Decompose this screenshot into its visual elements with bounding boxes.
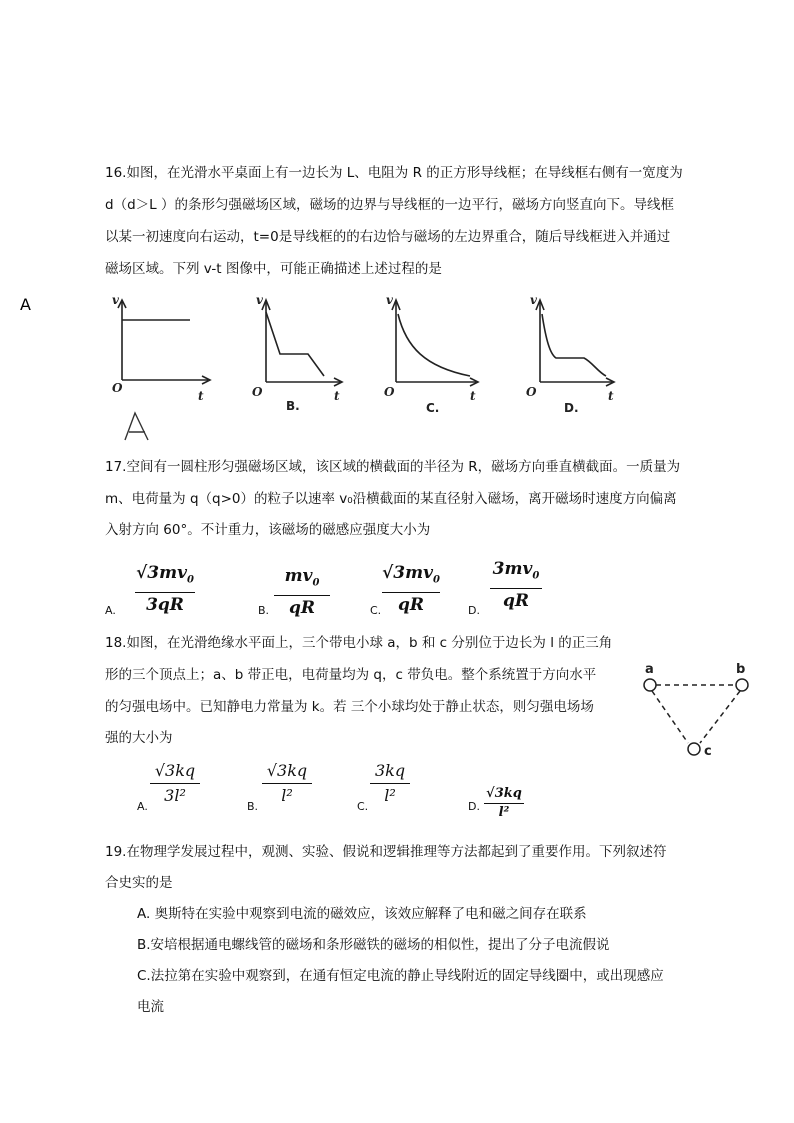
q18-option-b-label: B. — [247, 800, 259, 813]
graph-a-v-label: v — [112, 293, 119, 307]
q16-line-2: d（d＞L ）的条形匀强磁场区域，磁场的边界与导线框的一边平行，磁场方向竖直向下。导线框 — [105, 197, 674, 213]
graph-b-v-label: v — [256, 293, 263, 307]
q17-option-a: $√3mv_0$ 3qR — [136, 563, 194, 616]
ball-c-label: c — [704, 744, 712, 759]
q17-option-b: $mv_0$ qR — [274, 565, 330, 619]
handwritten-answer-a — [20, 295, 154, 442]
graph-c-v-label: v — [386, 293, 393, 307]
ball-b — [736, 679, 748, 691]
q19-line-2: 合史实的是 — [105, 875, 173, 891]
q19-choice-c: C.法拉第在实验中观察到，在通有恒定电流的静止导线附近的固定导线圈中，或出现感应 — [137, 968, 664, 984]
q16-line-3: 以某一初速度向右运动，t=0是导线框的的右边恰与磁场的左边界重合，随后导线框进入并通过 — [105, 229, 671, 245]
q18-line-2: 形的三个顶点上；a、b 带正电，电荷量均为 q，c 带负电。整个系统置于方向水平 — [105, 667, 597, 683]
q17-line-3: 入射方向 60°。不计重力，该磁场的磁感应强度大小为 — [105, 522, 431, 538]
graph-c — [392, 300, 478, 386]
q17-option-c-label: C. — [370, 604, 382, 617]
graph-d-t-label: t — [608, 389, 614, 403]
q17-option-c: $√3mv_0$ qR — [382, 563, 440, 616]
q18-line-3: 的匀强电场中。已知静电力常量为 k。若 三个小球均处于静止状态，则匀强电场场 — [105, 699, 594, 715]
graph-c-origin: O — [384, 385, 395, 399]
q17-line-2: m、电荷量为 q（q>0）的粒子以速率 v₀沿横截面的某直径射入磁场，离开磁场时速度方向偏离 — [105, 491, 677, 507]
q16-line-4: 磁场区域。下列 v-t 图像中，可能正确描述上述过程的是 — [105, 261, 442, 277]
graph-d-label: D. — [564, 401, 579, 415]
graph-a-t-label: t — [198, 389, 204, 403]
graph-b-label: B. — [286, 399, 300, 413]
ball-a — [644, 679, 656, 691]
q18-option-c-label: C. — [357, 800, 369, 813]
q19-choice-b: B.安培根据通电螺线管的磁场和条形磁铁的磁场的相似性，提出了分子电流假说 — [137, 937, 610, 953]
q18-line-4: 强的大小为 — [105, 730, 173, 746]
q18-option-c: 3kq l² — [370, 760, 410, 807]
q19-line-1: 19.在物理学发展过程中，观测、实验、假说和逻辑推理等方法都起到了重要作用。下列叙述符 — [105, 844, 667, 860]
q18-line-1: 18.如图，在光滑绝缘水平面上，三个带电小球 a，b 和 c 分别位于边长为 l 的正三角 — [105, 635, 613, 651]
q18-option-a-label: A. — [137, 800, 148, 813]
graph-c-t-label: t — [470, 389, 476, 403]
svg-text:A: A — [20, 295, 31, 314]
q17-option-a-label: A. — [105, 604, 116, 617]
graph-d-v-label: v — [530, 293, 537, 307]
q18-option-d-label: D. — [468, 800, 480, 813]
graph-d — [536, 300, 614, 386]
q17-option-d: $3mv_0$ qR — [490, 558, 542, 612]
q19-choice-a: A. 奥斯特在实验中观察到电流的磁效应，该效应解释了电和磁之间存在联系 — [137, 906, 587, 922]
graph-a-origin: O — [112, 381, 123, 395]
q17-option-b-label: B. — [258, 604, 270, 617]
graph-b — [262, 300, 342, 386]
q16-line-1: 16.如图，在光滑水平桌面上有一边长为 L、电阻为 R 的正方形导线框；在导线框右侧有一宽度为 — [105, 165, 683, 181]
q18-option-b: √3kq l² — [262, 760, 312, 807]
q19-choice-c-cont: 电流 — [137, 999, 164, 1015]
q18-triangle-diagram — [640, 655, 760, 765]
graph-d-origin: O — [526, 385, 537, 399]
ball-b-label: b — [736, 662, 746, 677]
graph-b-t-label: t — [334, 389, 340, 403]
q16-vt-graphs — [100, 292, 620, 442]
q17-line-1: 17.空间有一圆柱形匀强磁场区域，该区域的横截面的半径为 R，磁场方向垂直横截面。一质量为 — [105, 459, 681, 475]
graph-a — [118, 300, 210, 384]
q18-option-d: √3kq l² — [484, 786, 524, 821]
q18-option-a: √3kq 3l² — [150, 760, 200, 807]
q17-option-d-label: D. — [468, 604, 480, 617]
ball-a-label: a — [645, 662, 654, 677]
graph-b-origin: O — [252, 385, 263, 399]
ball-c — [688, 743, 700, 755]
graph-c-label: C. — [426, 401, 440, 415]
